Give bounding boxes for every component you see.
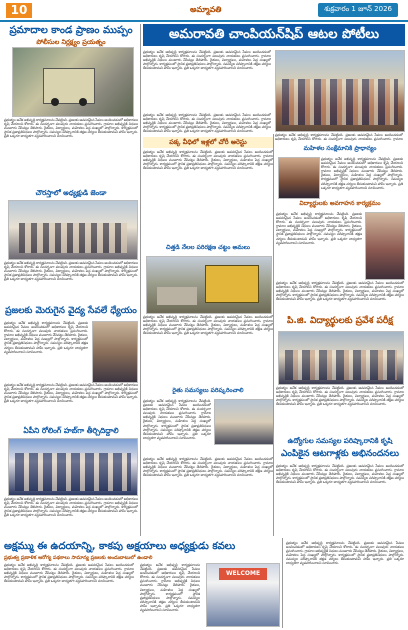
header-rule: [0, 20, 408, 22]
article-body: ప్రభుత్వం అనేక అభివృద్ధి కార్యక్రమాలను చేపట్టింది. ప్రజలకు అవసరమైన సేవలు అందించడంలో అధికారులు కృషి చేయాలని కోరారు. ఈ సందర్భంగా పలువురు నాయకులు ప్రసంగించారు. గ్రామాల: [275, 133, 403, 141]
article-body: ప్రభుత్వం అనేక అభివృద్ధి కార్యక్రమాలను చేపట్టింది. ప్రజలకు అవసరమైన సేవలు అందించడంలో అధికారులు కృషి చేయాలని కోరారు. ఈ సందర్భంగా పలువురు నాయకులు ప్రసంగించారు. గ్రామాల అభివృద్ధికి నిధులు మంజూరు చేసినట్లు తెలిపారు. రైతులు, విద్యార్థులు, మహిళలు పెద్ద సంఖ్యలో పాల్గొన్నారు. కార్యక్రమంలో స్థానిక ప్రజాప్రతినిధులు పాల్గొన్నారు. సమస్యల పరిష్కారానికి తక్షణ చర్యలు తీసుకుంటామని హామీ ఇచ్చారు. ప్రతి ఒక్కరూ బాధ్యతగా వ్యవహరించాలని సూచించారు.: [4, 118, 138, 139]
article-body: ప్రభుత్వం అనేక అభివృద్ధి కార్యక్రమాలను చేపట్టింది. ప్రజలకు అవసరమైన సేవలు అందించడంలో అధికారులు కృషి చేయాలని కోరారు. ఈ సందర్భంగా పలువురు నాయకులు ప్రసంగించారు. గ్రామాల అభివృద్ధికి నిధులు మంజూరు చేసినట్లు తెలిపారు. రైతులు, విద్యార్థులు, మహిళలు పెద్ద సంఖ్యలో పాల్గొన్నారు. కార్యక్రమంలో స్థానిక ప్రజాప్రతినిధులు పాల్గొన్నారు. సమస్యల పరిష్కారానికి తక్షణ చర్యలు తీసుకుంటామని హామీ ఇచ్చారు. ప్రతి ఒక్కరూ బాధ్యతగా వ్యవహరించాలని సూచించారు.: [143, 150, 273, 171]
article-body: ప్రభుత్వం అనేక అభివృద్ధి కార్యక్రమాలను చేపట్టింది. ప్రజలకు అవసరమైన సేవలు అందించడంలో అధికారులు కృషి చేయాలని కోరారు. ఈ సందర్భంగా పలువురు నాయకులు ప్రసంగించారు. గ్రామాల అభివృద్ధికి నిధులు మంజూరు చేసినట్లు తెలిపారు. రైతులు, విద్యార్థులు, మహిళలు పెద్ద సంఖ్యలో పాల్గొన్నారు. కార్యక్రమంలో స్థానిక ప్రజాప్రతినిధులు పాల్గొన్నారు. సమస్యల పరిష్కారానికి తక్షణ చర్యలు తీసుకుంటామని హామీ ఇచ్చారు. ప్రతి ఒక్కరూ బాధ్యతగా వ్యవహరించాలని సూచించారు.: [4, 321, 88, 354]
date-badge: శుక్రవారం 1 జూన్ 2026: [318, 3, 398, 17]
article-title: ఎంపికైన ఆటగాళ్లకు అభినందనలు: [281, 449, 399, 459]
article-subtitle: ప్రభుత్వ ప్రణాళిక ఆరోగ్య పథకాలు సామాన్య ప్రజలకు అందుబాటులో ఉండాలి: [4, 555, 153, 561]
article-body: ప్రభుత్వం అనేక అభివృద్ధి కార్యక్రమాలను చేపట్టింది. ప్రజలకు అవసరమైన సేవలు అందించడంలో అధికారులు కృషి చేయాలని కోరారు. ఈ సందర్భంగా పలువురు నాయకులు ప్రసంగించారు. గ్రామాల అభివృద్ధికి నిధులు మంజూరు చేసినట్లు తెలిపారు. రైతులు, విద్యార్థులు, మహిళలు పెద్ద సంఖ్యలో పాల్గొన్నారు. కార్యక్రమంలో స్థానిక ప్రజాప్రతినిధులు పాల్గొన్నారు. సమస్యల పరిష్కారానికి తక్షణ చర్యలు తీసుకుంటామని హామీ ఇచ్చారు. ప్రతి ఒక్కరూ బాధ్యతగా వ్యవహరించాలని సూచించారు.: [140, 563, 200, 613]
photo-lorry: [146, 256, 272, 314]
article-title: ఏపీని రోలింగ్ హబ్‌గా తీర్చిదిద్దాలి: [23, 426, 119, 435]
article-body: ప్రభుత్వం అనేక అభివృద్ధి కార్యక్రమాలను చేపట్టింది. ప్రజలకు అవసరమైన సేవలు అందించడంలో అధికారులు కృషి చేయాలని కోరారు. ఈ సందర్భంగా పలువురు నాయకులు ప్రసంగించారు. గ్రామాల అభివృద్ధికి నిధులు మంజూరు చేసినట్లు తెలిపారు. రైతులు, విద్యార్థులు, మహిళలు పెద్ద సంఖ్యలో పాల్గొన్నారు. కార్యక్రమంలో స్థానిక ప్రజాప్రతినిధులు పాల్గొన్నారు. సమస్యల పరిష్కారానికి తక్షణ చర్యలు తీసుకుంటామని హామీ ఇచ్చారు. ప్రతి ఒక్కరూ బాధ్యతగా వ్యవహరించాలని సూచించారు.: [4, 261, 138, 282]
page-header: [0, 0, 408, 22]
column-divider: [282, 538, 283, 628]
article-body: ప్రభుత్వం అనేక అభివృద్ధి కార్యక్రమాలను చేపట్టింది. ప్రజలకు అవసరమైన సేవలు అందించడంలో అధికారులు కృషి చేయాలని కోరారు. ఈ సందర్భంగా పలువురు నాయకులు ప్రసంగించారు. గ్రామాల అభివృద్ధికి నిధులు మంజూరు చేసినట్లు తెలిపారు. రైతులు, విద్యార్థులు, మహిళలు పెద్ద సంఖ్యలో పాల్గొన్నారు. కార్యక్రమంలో స్థానిక ప్రజాప్రతినిధులు పాల్గొన్నారు. సమస్యల పరిష్కారానికి తక్షణ చర్యలు తీసుకుంటామని హామీ ఇచ్చారు. ప్రతి ఒక్కరూ బాధ్యతగా వ్యవహరించాలని సూచించారు.: [4, 497, 138, 518]
banner-headline: అమరావతి చాంపియన్‌షిప్ ఆటల పోటీలు: [143, 24, 405, 46]
article-title: రైతు సమస్యలు పరిష్కరించాలి: [172, 387, 244, 394]
page-number: 10: [6, 3, 32, 18]
article-body: ప్రభుత్వం అనేక అభివృద్ధి కార్యక్రమాలను చేపట్టింది. ప్రజలకు అవసరమైన సేవలు అందించడంలో అధికారులు కృషి చేయాలని కోరారు. ఈ సందర్భంగా పలువురు నాయకులు ప్రసంగించారు. గ్రామాల అభివృద్ధికి నిధులు మంజూరు చేసినట్లు తెలిపారు. రైతులు, విద్యార్థులు, మహిళలు పెద్ద సంఖ్యలో పాల్గొన్నారు. కార్యక్రమంలో స్థానిక ప్రజాప్రతినిధులు పాల్గొన్నారు. సమస్యల పరిష్కారానికి తక్షణ చర్యలు తీసుకుంటామని హామీ ఇచ్చారు. ప్రతి ఒక్కరూ బాధ్యతగా వ్యవహరించాలని సూచించారు.: [4, 383, 138, 404]
article-title: మహిళల సంక్షేమానికి ప్రాధాన్యం: [303, 145, 377, 152]
article-body: ప్రభుత్వం అనేక అభివృద్ధి కార్యక్రమాలను చేపట్టింది. ప్రజలకు అవసరమైన సేవలు అందించడంలో అధికారులు కృషి చేయాలని కోరారు. ఈ సందర్భంగా పలువురు నాయకులు ప్రసంగించారు. గ్రామాల అభివృద్ధికి నిధులు మంజూరు చేసినట్లు తెలిపారు. రైతులు, విద్యార్థులు, మహిళలు పెద్ద సంఖ్యలో పాల్గొన్నారు. కార్యక్రమంలో స్థానిక ప్రజాప్రతినిధులు పాల్గొన్నారు. సమస్యల పరిష్కారానికి తక్షణ చర్యలు తీసుకుంటామని హామీ ఇచ్చారు. ప్రతి ఒక్కరూ బాధ్యతగా వ్యవహరించాలని సూచించారు.: [4, 563, 134, 584]
article-body: ప్రభుత్వం అనేక అభివృద్ధి కార్యక్రమాలను చేపట్టింది. ప్రజలకు అవసరమైన సేవలు అందించడంలో అధికారులు కృషి చేయాలని కోరారు. ఈ సందర్భంగా పలువురు నాయకులు ప్రసంగించారు. గ్రామాల అభివృద్ధికి నిధులు మంజూరు చేసినట్లు తెలిపారు. రైతులు, విద్యార్థులు, మహిళలు పెద్ద సంఖ్యలో పాల్గొన్నారు. కార్యక్రమంలో స్థానిక ప్రజాప్రతినిధులు పాల్గొన్నారు. సమస్యల పరిష్కారానికి తక్షణ చర్యలు తీసుకుంటామని హామీ ఇచ్చారు. ప్రతి ఒక్కరూ బాధ్యతగా వ్యవహరించాలని సూచించారు.: [276, 281, 404, 302]
article-title: పక్క వీధిలో ఇళ్లలో చోరీ అరెస్టు: [143, 137, 273, 148]
photo-group: [214, 399, 274, 445]
column-divider: [273, 134, 274, 536]
article-body: ప్రభుత్వం అనేక అభివృద్ధి కార్యక్రమాలను చేపట్టింది. ప్రజలకు అవసరమైన సేవలు అందించడంలో అధికారులు కృషి చేయాలని కోరారు. ఈ సందర్భంగా పలువురు నాయకులు ప్రసంగించారు. గ్రామాల అభివృద్ధికి నిధులు మంజూరు చేసినట్లు తెలిపారు. రైతులు, విద్యార్థులు, మహిళలు పెద్ద సంఖ్యలో పాల్గొన్నారు. కార్యక్రమంలో స్థానిక ప్రజాప్రతినిధులు పాల్గొన్నారు. సమస్యల పరిష్కారానికి తక్షణ చర్యలు తీసుకుంటామని హామీ ఇచ్చారు. ప్రతి ఒక్కరూ బాధ్యతగా వ్యవహరించాలని సూచించారు.: [143, 113, 271, 133]
article-title: ప్రజలకు మెరుగైన వైద్య సేవలే ధ్యేయం: [5, 306, 137, 316]
photo-officials: [8, 438, 138, 496]
article-title: పి.జి. విద్యార్థులకు ప్రవేశ పరీక్ష: [287, 316, 393, 326]
welcome-sign: WELCOME: [219, 568, 267, 580]
article-body: ప్రభుత్వం అనేక అభివృద్ధి కార్యక్రమాలను చేపట్టింది. ప్రజలకు అవసరమైన సేవలు అందించడంలో అధికారులు కృషి చేయాలని కోరారు. ఈ సందర్భంగా పలువురు నాయకులు ప్రసంగించారు. గ్రామాల అభివృద్ధికి నిధులు మంజూరు చేసినట్లు తెలిపారు. రైతులు, విద్యార్థులు, మహిళలు పెద్ద సంఖ్యలో పాల్గొన్నారు. కార్యక్రమంలో స్థానిక ప్రజాప్రతినిధులు పాల్గొన్నారు. సమస్యల పరిష్కారానికి తక్షణ చర్యలు తీసుకుంటామని హామీ ఇచ్చారు. ప్రతి ఒక్కరూ బాధ్యతగా వ్యవహరించాలని సూచించారు.: [321, 157, 403, 190]
article-subtitle: పోలీసుల నిర్లక్ష్యం ప్రయత్నం: [36, 38, 106, 46]
photo-portrait: [92, 321, 138, 383]
article-body: ప్రభుత్వం అనేక అభివృద్ధి కార్యక్రమాలను చేపట్టింది. ప్రజలకు అవసరమైన సేవలు అందించడంలో అధికారులు కృషి చేయాలని కోరారు. ఈ సందర్భంగా పలువురు నాయకులు ప్రసంగించారు. గ్రామాల అభివృద్ధికి నిధులు మంజూరు చేసినట్లు తెలిపారు. రైతులు, విద్యార్థులు, మహిళలు పెద్ద సంఖ్యలో పాల్గొన్నారు. కార్యక్రమంలో స్థానిక ప్రజాప్రతినిధులు పాల్గొన్నారు. సమస్యల పరిష్కారానికి తక్షణ చర్యలు తీసుకుంటామని హామీ ఇచ్చారు. ప్రతి ఒక్కరూ బాధ్యతగా వ్యవహరించాలని సూచించారు.: [143, 399, 211, 440]
photo-portrait: [365, 212, 405, 280]
article-title: ఉద్యోగుల సమస్యల పరిష్కారానికి కృషి: [287, 437, 393, 445]
column-divider: [140, 24, 141, 536]
article-title: చౌరస్తాలో అధ్యక్షుడి జెండా: [35, 189, 107, 197]
article-body: ప్రభుత్వం అనేక అభివృద్ధి కార్యక్రమాలను చేపట్టింది. ప్రజలకు అవసరమైన సేవలు అందించడంలో అధికారులు కృషి చేయాలని కోరారు. ఈ సందర్భంగా పలువురు నాయకులు ప్రసంగించారు. గ్రామాల అభివృద్ధికి నిధులు మంజూరు చేసినట్లు తెలిపారు. రైతులు, విద్యార్థులు, మహిళలు పెద్ద సంఖ్యలో పాల్గొన్నారు. కార్యక్రమంలో స్థానిక ప్రజాప్రతినిధులు పాల్గొన్నారు. సమస్యల పరిష్కారానికి తక్షణ చర్యలు తీసుకుంటామని హామీ ఇచ్చారు. ప్రతి ఒక్కరూ బాధ్యతగా వ్యవహరించాలని సూచించారు.: [276, 464, 404, 485]
photo-accident: [12, 47, 134, 117]
article-title: చిత్తడి నేలల పరిరక్షణ చట్టం అమలు: [166, 244, 250, 251]
photo-students: [278, 331, 404, 385]
paper-name: అమ్మావతి: [190, 5, 222, 14]
article-body: ప్రభుత్వం అనేక అభివృద్ధి కార్యక్రమాలను చేపట్టింది. ప్రజలకు అవసరమైన సేవలు అందించడంలో అధికారులు కృషి చేయాలని కోరారు. ఈ సందర్భంగా పలువురు నాయకులు ప్రసంగించారు. గ్రామాల అభివృద్ధికి నిధులు మంజూరు చేసినట్లు తెలిపారు. రైతులు, విద్యార్థులు, మహిళలు పెద్ద సంఖ్యలో పాల్గొన్నారు. కార్యక్రమంలో స్థానిక ప్రజాప్రతినిధులు పాల్గొన్నారు. సమస్యల పరిష్కారానికి తక్షణ చర్యలు తీసుకుంటామని హామీ ఇచ్చారు. ప్రతి ఒక్కరూ బాధ్యతగా వ్యవహరించాలని సూచించారు.: [276, 212, 362, 245]
photo-meeting: [8, 200, 138, 260]
article-body: ప్రభుత్వం అనేక అభివృద్ధి కార్యక్రమాలను చేపట్టింది. ప్రజలకు అవసరమైన సేవలు అందించడంలో అధికారులు కృషి చేయాలని కోరారు. ఈ సందర్భంగా పలువురు నాయకులు ప్రసంగించారు. గ్రామాల అభివృద్ధికి నిధులు మంజూరు చేసినట్లు తెలిపారు. రైతులు, విద్యార్థులు, మహిళలు పెద్ద సంఖ్యలో పాల్గొన్నారు. కార్యక్రమంలో స్థానిక ప్రజాప్రతినిధులు పాల్గొన్నారు. సమస్యల పరిష్కారానికి తక్షణ చర్యలు తీసుకుంటామని హామీ ఇచ్చారు. ప్రతి ఒక్కరూ బాధ్యతగా వ్యవహరించాలని సూచించారు.: [143, 50, 271, 71]
article-body: ప్రభుత్వం అనేక అభివృద్ధి కార్యక్రమాలను చేపట్టింది. ప్రజలకు అవసరమైన సేవలు అందించడంలో అధికారులు కృషి చేయాలని కోరారు. ఈ సందర్భంగా పలువురు నాయకులు ప్రసంగించారు. గ్రామాల అభివృద్ధికి నిధులు మంజూరు చేసినట్లు తెలిపారు. రైతులు, విద్యార్థులు, మహిళలు పెద్ద సంఖ్యలో పాల్గొన్నారు. కార్యక్రమంలో స్థానిక ప్రజాప్రతినిధులు పాల్గొన్నారు. సమస్యల పరిష్కారానికి తక్షణ చర్యలు తీసుకుంటామని హామీ ఇచ్చారు. ప్రతి ఒక్కరూ బాధ్యతగా వ్యవహరించాలని సూచించారు.: [276, 386, 404, 407]
photo-portrait: [278, 157, 320, 199]
article-body: ప్రభుత్వం అనేక అభివృద్ధి కార్యక్రమాలను చేపట్టింది. ప్రజలకు అవసరమైన సేవలు అందించడంలో అధికారులు కృషి చేయాలని కోరారు. ఈ సందర్భంగా పలువురు నాయకులు ప్రసంగించారు. గ్రామాల అభివృద్ధికి నిధులు మంజూరు చేసినట్లు తెలిపారు. రైతులు, విద్యార్థులు, మహిళలు పెద్ద సంఖ్యలో పాల్గొన్నారు. కార్యక్రమంలో స్థానిక ప్రజాప్రతినిధులు పాల్గొన్నారు. సమస్యల పరిష్కారానికి తక్షణ చర్యలు తీసుకుంటామని హామీ ఇచ్చారు. ప్రతి ఒక్కరూ బాధ్యతగా వ్యవహరించాలని సూచించారు.: [143, 457, 273, 478]
photo-athletes: [275, 50, 405, 132]
article-body: ప్రభుత్వం అనేక అభివృద్ధి కార్యక్రమాలను చేపట్టింది. ప్రజలకు అవసరమైన సేవలు అందించడంలో అధికారులు కృషి చేయాలని కోరారు. ఈ సందర్భంగా పలువురు నాయకులు ప్రసంగించారు. గ్రామాల అభివృద్ధికి నిధులు మంజూరు చేసినట్లు తెలిపారు. రైతులు, విద్యార్థులు, మహిళలు పెద్ద సంఖ్యలో పాల్గొన్నారు. కార్యక్రమంలో స్థానిక ప్రజాప్రతినిధులు పాల్గొన్నారు. సమస్యల పరిష్కారానికి తక్షణ చర్యలు తీసుకుంటామని హామీ ఇచ్చారు. ప్రతి ఒక్కరూ బాధ్యతగా వ్యవహరించాలని సూచించారు.: [286, 541, 404, 566]
article-title: విద్యార్థులకు అవగాహన కార్యక్రమం: [299, 200, 381, 207]
article-title: అక్షమ్ము ఈ ఉదయాన్ని, కాకపు అక్షయాలు అధ్యక్షుడు కవలు: [4, 541, 236, 552]
article-body: ప్రభుత్వం అనేక అభివృద్ధి కార్యక్రమాలను చేపట్టింది. ప్రజలకు అవసరమైన సేవలు అందించడంలో అధికారులు కృషి చేయాలని కోరారు. ఈ సందర్భంగా పలువురు నాయకులు ప్రసంగించారు. గ్రామాల అభివృద్ధికి నిధులు మంజూరు చేసినట్లు తెలిపారు. రైతులు, విద్యార్థులు, మహిళలు పెద్ద సంఖ్యలో పాల్గొన్నారు. కార్యక్రమంలో స్థానిక ప్రజాప్రతినిధులు పాల్గొన్నారు. సమస్యల పరిష్కారానికి తక్షణ చర్యలు తీసుకుంటామని హామీ ఇచ్చారు. ప్రతి ఒక్కరూ బాధ్యతగా వ్యవహరించాలని సూచించారు.: [143, 315, 273, 336]
article-title: ప్రమాదాల కాండ ప్రాణం ముప్పం: [9, 25, 133, 36]
photo-welcome: [206, 563, 280, 627]
